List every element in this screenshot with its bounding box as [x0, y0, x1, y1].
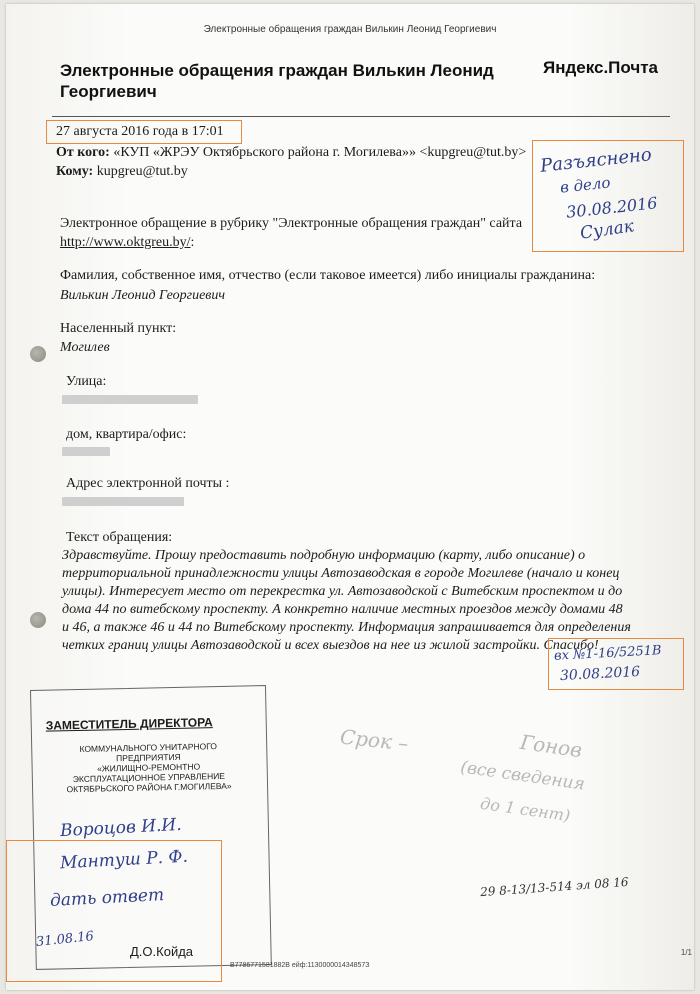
registration-bottom: 29 8-13/13-514 эл 08 16 [479, 874, 629, 900]
assignee-1: Вороцов И.И. [59, 814, 183, 842]
text-line-5: и 46, а также 46 и 44 по Витебскому проспекту. Информация запрашивается для определения [62, 620, 631, 635]
text-line-4: дома 44 по витебскому проспекту. А конкретно наличие местных проездов между домами 48 [62, 602, 623, 617]
stamp-org-line-3: «ЖИЛИЩНО-РЕМОНТНО [97, 761, 201, 774]
message-date: 27 августа 2016 года в 17:01 [56, 124, 224, 139]
text-line-1: Здравствуйте. Прошу предоставить подробную информацию (карту, либо описание) о [62, 548, 586, 563]
to-label: Кому: [56, 164, 94, 179]
title-line-1: Электронные обращения граждан Вилькин Леонид [60, 61, 494, 80]
intro-colon: : [190, 235, 195, 250]
city-value: Могилев [60, 340, 110, 355]
assignee-2: Мантуш Р. Ф. [59, 846, 189, 874]
city-label: Населенный пункт: [60, 321, 177, 336]
to-line [56, 164, 188, 180]
header-divider [52, 116, 670, 117]
stamp-org-line-4: ЭКСПЛУАТАЦИОННОЕ УПРАВЛЕНИЕ [72, 770, 226, 785]
name-value: Вилькин Леонид Георгиевич [60, 288, 226, 303]
resolution-line-3: 30.08.2016 [565, 193, 659, 222]
stamp-title: ЗАМЕСТИТЕЛЬ ДИРЕКТОРА [45, 715, 213, 733]
site-link[interactable]: http://www.oktgreu.by/ [60, 235, 191, 250]
house-redacted [62, 447, 110, 456]
text-line-6: четких границ улицы Автозаводской и всех выездов на нее из жилой застройки. Спасибо! [62, 638, 599, 653]
stamp-signature-name: Д.О.Койда [130, 944, 194, 959]
page-title [60, 60, 500, 102]
registration-number: вх №1-16/5251В [553, 643, 662, 664]
pencil-note-2: Гонов [518, 729, 584, 763]
stamp-org-line-1: КОММУНАЛЬНОГО УНИТАРНОГО [79, 741, 218, 754]
stamp-org-line-5: ОКТЯБРЬСКОГО РАЙОНА Г.МОГИЛЕВА» [66, 780, 232, 795]
pencil-note-4: до 1 сент) [479, 793, 572, 826]
assignment-date: 31.08.16 [35, 929, 95, 950]
street-label: Улица: [66, 374, 107, 389]
to-value: kupgreu@tut.by [96, 164, 188, 179]
house-label: дом, квартира/офис: [66, 427, 187, 442]
resolution-line-2: в дело [559, 173, 612, 197]
stamp-organization [42, 740, 255, 794]
print-header: Электронные обращения граждан Вилькин Леонид Георгиевич [203, 24, 497, 35]
intro-line: Электронное обращение в рубрику "Электронные обращения граждан" сайта [60, 216, 523, 231]
title-line-2: Георгиевич [60, 82, 157, 101]
punch-hole-top [30, 346, 46, 362]
registration-date: 30.08.2016 [559, 663, 641, 685]
text-line-2: территориальной принадлежности улицы Автозаводская в городе Могилеве (начало и конец [62, 566, 620, 581]
intro-link-line [60, 235, 194, 251]
text-line-3: улицы). Интересует место от перекрестка ул. Автозаводской с Витебским проспектом и до [62, 584, 623, 599]
yandex-mail-logo: Яндекс.Почта [542, 58, 658, 77]
pencil-note-1: Срок – [338, 724, 410, 756]
punch-hole-bottom [30, 612, 46, 628]
from-label: От кого: [56, 145, 110, 160]
name-label: Фамилия, собственное имя, отчество (если таковое имеется) либо инициалы гражданина: [60, 268, 596, 283]
text-label: Текст обращения: [66, 530, 173, 545]
barcode-text: В7786771581882В ейф:113000001434857З [230, 962, 370, 969]
stamp-org-line-2: ПРЕДПРИЯТИЯ [115, 751, 181, 764]
email-redacted [62, 497, 184, 506]
from-value: «КУП «ЖРЭУ Октябрьского района г. Могилева»» <kupgreu@tut.by> [113, 145, 527, 160]
resolution-line-1: Разъяснено [539, 144, 653, 177]
assignment-instruction: дать ответ [49, 885, 165, 911]
from-line [56, 145, 526, 161]
street-redacted [62, 395, 198, 404]
pencil-note-3: (все сведения [459, 757, 587, 795]
email-label: Адрес электронной почты : [66, 476, 230, 491]
resolution-signature: Сулак [578, 216, 636, 244]
page-number: 1/1 [680, 948, 692, 957]
